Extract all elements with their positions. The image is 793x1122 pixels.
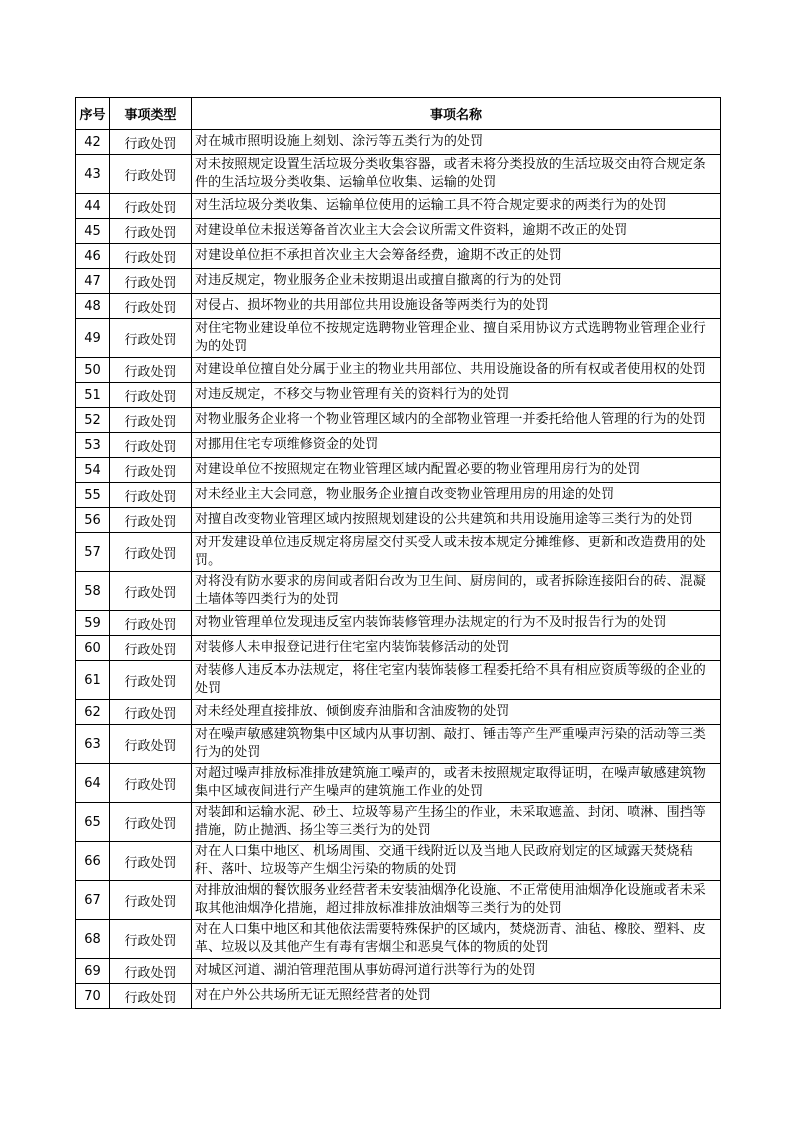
row-type: 行政处罚 [110,572,192,611]
row-name: 对擅自改变物业管理区域内按照规划建设的公共建筑和共用设施用途等三类行为的处罚 [192,508,721,533]
row-number: 49 [76,319,110,358]
row-number: 43 [76,155,110,194]
row-number: 69 [76,959,110,984]
row-number: 52 [76,408,110,433]
row-number: 58 [76,572,110,611]
row-number: 50 [76,358,110,383]
row-number: 57 [76,533,110,572]
row-type: 行政处罚 [110,408,192,433]
row-type: 行政处罚 [110,920,192,959]
table-row [76,294,721,319]
row-number: 56 [76,508,110,533]
row-type: 行政处罚 [110,458,192,483]
table-row [76,319,721,358]
row-name: 对挪用住宅专项维修资金的处罚 [192,433,721,458]
row-type: 行政处罚 [110,611,192,636]
header-name: 事项名称 [192,98,721,130]
table-row [76,725,721,764]
row-name: 对未经业主大会同意，物业服务企业擅自改变物业管理用房的用途的处罚 [192,483,721,508]
table-row [76,383,721,408]
row-number: 54 [76,458,110,483]
row-number: 60 [76,636,110,661]
row-name: 对城区河道、湖泊管理范围从事妨碍河道行洪等行为的处罚 [192,959,721,984]
row-name: 对违反规定，物业服务企业未按期退出或擅自撤离的行为的处罚 [192,269,721,294]
row-name: 对侵占、损坏物业的共用部位共用设施设备等两类行为的处罚 [192,294,721,319]
header-no: 序号 [76,98,110,130]
table-row [76,764,721,803]
row-type: 行政处罚 [110,636,192,661]
table-row [76,572,721,611]
row-type: 行政处罚 [110,483,192,508]
row-number: 62 [76,700,110,725]
table-row [76,458,721,483]
row-name: 对建设单位拒不承担首次业主大会筹备经费，逾期不改正的处罚 [192,244,721,269]
table-row [76,358,721,383]
row-name: 对在城市照明设施上刻划、涂污等五类行为的处罚 [192,130,721,155]
row-number: 44 [76,194,110,219]
row-name: 对在人口集中地区和其他依法需要特殊保护的区域内，焚烧沥青、油毡、橡胶、塑料、皮革、垃圾以及其他产生有毒有害烟尘和恶臭气体的物质的处罚 [192,920,721,959]
table-row [76,508,721,533]
row-name: 对在噪声敏感建筑物集中区域内从事切割、敲打、锤击等产生严重噪声污染的活动等三类行为的处罚 [192,725,721,764]
row-number: 68 [76,920,110,959]
row-name: 对未按照规定设置生活垃圾分类收集容器，或者未将分类投放的生活垃圾交由符合规定条件的生活垃圾分类收集、运输单位收集、运输的处罚 [192,155,721,194]
table-row [76,881,721,920]
row-number: 63 [76,725,110,764]
row-number: 59 [76,611,110,636]
row-type: 行政处罚 [110,383,192,408]
table-row [76,408,721,433]
table-body [76,130,721,1009]
row-number: 51 [76,383,110,408]
header-type: 事项类型 [110,98,192,130]
row-number: 45 [76,219,110,244]
table-row [76,842,721,881]
table-row [76,269,721,294]
row-type: 行政处罚 [110,533,192,572]
row-name: 对建设单位未报送筹备首次业主大会会议所需文件资料，逾期不改正的处罚 [192,219,721,244]
row-name: 对在户外公共场所无证无照经营者的处罚 [192,984,721,1009]
table-row [76,194,721,219]
row-number: 42 [76,130,110,155]
row-number: 46 [76,244,110,269]
table-row [76,661,721,700]
row-number: 55 [76,483,110,508]
items-table [75,97,721,1009]
row-type: 行政处罚 [110,984,192,1009]
row-number: 66 [76,842,110,881]
table-row [76,959,721,984]
row-type: 行政处罚 [110,725,192,764]
row-type: 行政处罚 [110,294,192,319]
table-header-row [76,98,721,130]
row-number: 53 [76,433,110,458]
row-name: 对建设单位擅自处分属于业主的物业共用部位、共用设施设备的所有权或者使用权的处罚 [192,358,721,383]
row-name: 对未经处理直接排放、倾倒废弃油脂和含油废物的处罚 [192,700,721,725]
table-row [76,636,721,661]
row-type: 行政处罚 [110,803,192,842]
row-type: 行政处罚 [110,881,192,920]
row-number: 64 [76,764,110,803]
row-type: 行政处罚 [110,194,192,219]
row-number: 65 [76,803,110,842]
row-name: 对开发建设单位违反规定将房屋交付买受人或未按本规定分摊维修、更新和改造费用的处罚。 [192,533,721,572]
row-type: 行政处罚 [110,959,192,984]
table-row [76,219,721,244]
row-name: 对将没有防水要求的房间或者阳台改为卫生间、厨房间的，或者拆除连接阳台的砖、混凝土墙体等四类行为的处罚 [192,572,721,611]
table-row [76,433,721,458]
table-row [76,920,721,959]
table-row [76,130,721,155]
row-type: 行政处罚 [110,319,192,358]
row-type: 行政处罚 [110,219,192,244]
row-type: 行政处罚 [110,842,192,881]
row-name: 对装修人未申报登记进行住宅室内装饰装修活动的处罚 [192,636,721,661]
row-name: 对生活垃圾分类收集、运输单位使用的运输工具不符合规定要求的两类行为的处罚 [192,194,721,219]
table-row [76,155,721,194]
row-name: 对装修人违反本办法规定，将住宅室内装饰装修工程委托给不具有相应资质等级的企业的处罚 [192,661,721,700]
row-type: 行政处罚 [110,130,192,155]
table-row [76,611,721,636]
row-name: 对在人口集中地区、机场周围、交通干线附近以及当地人民政府划定的区域露天焚烧秸秆、落叶、垃圾等产生烟尘污染的物质的处罚 [192,842,721,881]
table-row [76,984,721,1009]
row-type: 行政处罚 [110,269,192,294]
table-row [76,244,721,269]
row-name: 对住宅物业建设单位不按规定选聘物业管理企业、擅自采用协议方式选聘物业管理企业行为的处罚 [192,319,721,358]
row-number: 48 [76,294,110,319]
row-name: 对建设单位不按照规定在物业管理区域内配置必要的物业管理用房行为的处罚 [192,458,721,483]
table-row [76,700,721,725]
row-name: 对物业管理单位发现违反室内装饰装修管理办法规定的行为不及时报告行为的处罚 [192,611,721,636]
row-type: 行政处罚 [110,358,192,383]
row-number: 70 [76,984,110,1009]
row-number: 67 [76,881,110,920]
row-name: 对装卸和运输水泥、砂土、垃圾等易产生扬尘的作业，未采取遮盖、封闭、喷淋、围挡等措施，防止抛洒、扬尘等三类行为的处罚 [192,803,721,842]
row-type: 行政处罚 [110,433,192,458]
table-row [76,533,721,572]
row-name: 对物业服务企业将一个物业管理区域内的全部物业管理一并委托给他人管理的行为的处罚 [192,408,721,433]
row-name: 对超过噪声排放标准排放建筑施工噪声的，或者未按照规定取得证明，在噪声敏感建筑物集中区域夜间进行产生噪声的建筑施工作业的处罚 [192,764,721,803]
table-row [76,483,721,508]
row-type: 行政处罚 [110,244,192,269]
row-type: 行政处罚 [110,700,192,725]
row-type: 行政处罚 [110,508,192,533]
row-name: 对违反规定，不移交与物业管理有关的资料行为的处罚 [192,383,721,408]
row-name: 对排放油烟的餐饮服务业经营者未安装油烟净化设施、不正常使用油烟净化设施或者未采取其他油烟净化措施，超过排放标准排放油烟等三类行为的处罚 [192,881,721,920]
row-number: 61 [76,661,110,700]
row-type: 行政处罚 [110,764,192,803]
table-row [76,803,721,842]
row-type: 行政处罚 [110,661,192,700]
row-number: 47 [76,269,110,294]
row-type: 行政处罚 [110,155,192,194]
